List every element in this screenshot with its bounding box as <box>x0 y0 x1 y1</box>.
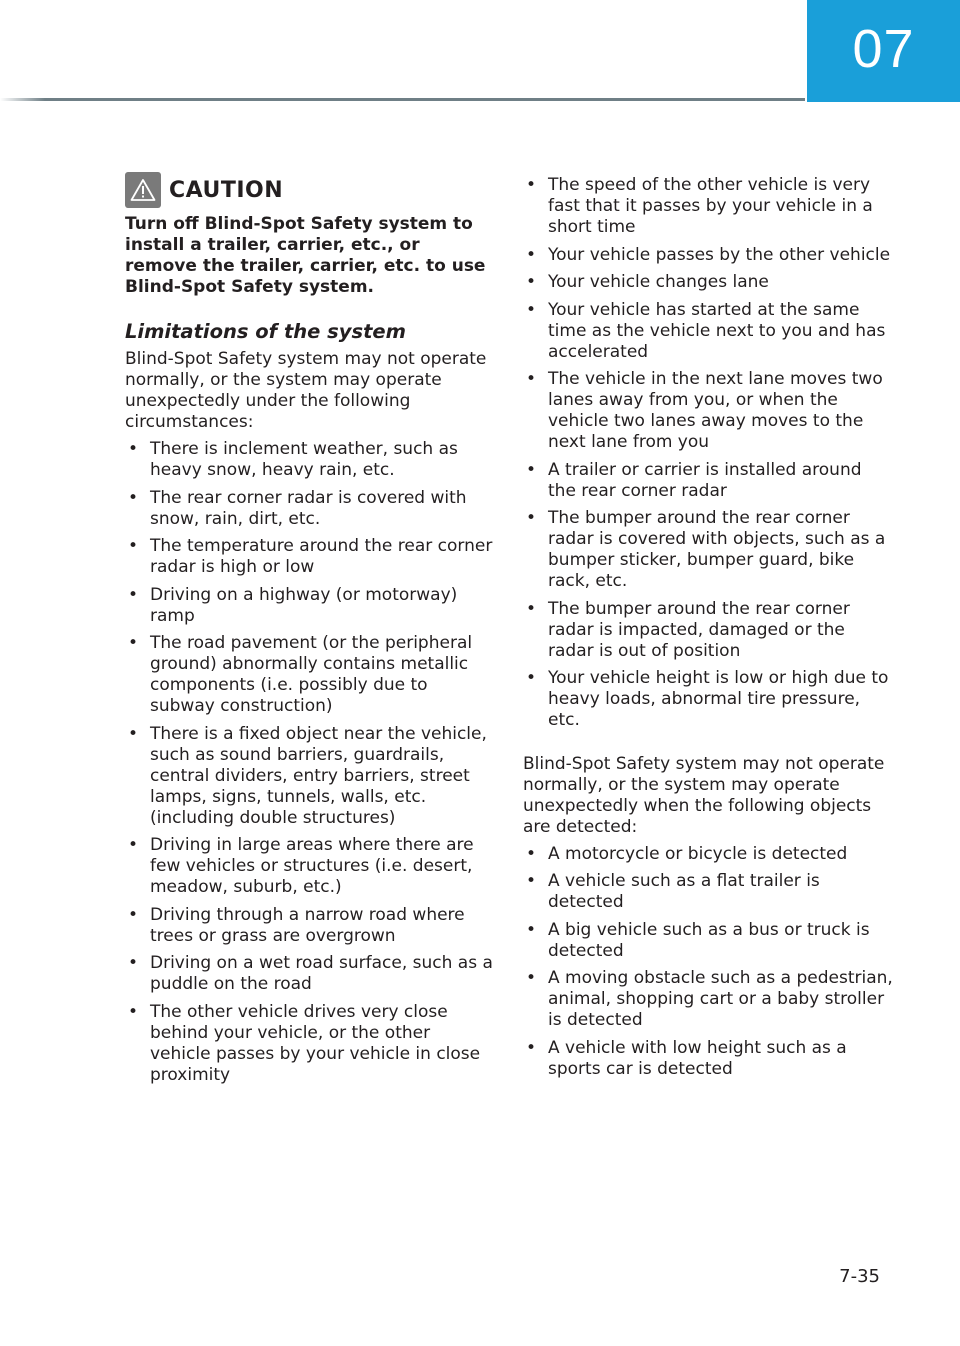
list-item: • A vehicle with low height such as a sports car is detected <box>523 1038 893 1080</box>
list-item: • The temperature around the rear corner radar is high or low <box>125 536 495 578</box>
list-item: • The bumper around the rear corner radar is covered with objects, such as a bumper sticker, bumper guard, bike rack, etc. <box>523 508 893 592</box>
list-item: • A vehicle such as a flat trailer is detected <box>523 871 893 913</box>
list-item: • A motorcycle or bicycle is detected <box>523 844 893 865</box>
list-item: • There is inclement weather, such as heavy snow, heavy rain, etc. <box>125 439 495 481</box>
left-column <box>125 170 495 1092</box>
limitations-list-continued <box>523 175 893 731</box>
chapter-tab <box>807 0 960 102</box>
list-item: • There is a fixed object near the vehicle, such as sound barriers, guardrails, central dividers, entry barriers, street lamps, signs, tunnels, walls, etc. (including double structures) <box>125 724 495 829</box>
page-number: 7-35 <box>839 1266 880 1287</box>
list-item: • Driving in large areas where there are few vehicles or structures (i.e. desert, meadow, suburb, etc.) <box>125 835 495 898</box>
caution-header <box>125 170 495 210</box>
header-rule <box>0 98 805 101</box>
list-item: • The vehicle in the next lane moves two lanes away from you, or when the vehicle two lanes away moves to the next lane from you <box>523 369 893 453</box>
list-item: • The rear corner radar is covered with snow, rain, dirt, etc. <box>125 488 495 530</box>
detected-objects-list <box>523 844 893 1080</box>
list-item: • Your vehicle changes lane <box>523 272 893 293</box>
list-item: • The bumper around the rear corner radar is impacted, damaged or the radar is out of position <box>523 599 893 662</box>
detected-objects-intro: Blind-Spot Safety system may not operate normally, or the system may operate unexpectedly when the following objects are detected: <box>523 753 885 837</box>
chapter-number: 07 <box>852 19 915 79</box>
list-item: • A moving obstacle such as a pedestrian, animal, shopping cart or a baby stroller is detected <box>523 968 893 1031</box>
limitations-list <box>125 439 495 1086</box>
list-item: • Driving on a wet road surface, such as a puddle on the road <box>125 953 495 995</box>
list-item: • A trailer or carrier is installed around the rear corner radar <box>523 460 893 502</box>
caution-text: Turn off Blind-Spot Safety system to install a trailer, carrier, etc., or remove the trailer, carrier, etc. to use Blind-Spot Safety system. <box>125 214 486 297</box>
list-item: • The speed of the other vehicle is very fast that it passes by your vehicle in a short time <box>523 175 893 238</box>
list-item: • A big vehicle such as a bus or truck is detected <box>523 920 893 962</box>
list-item: • Your vehicle height is low or high due to heavy loads, abnormal tire pressure, etc. <box>523 668 893 731</box>
right-column <box>523 175 893 1086</box>
header-rule-fade <box>0 98 45 101</box>
list-item: • Driving on a highway (or motorway) ramp <box>125 585 495 627</box>
limitations-intro: Blind-Spot Safety system may not operate normally, or the system may operate unexpectedly under the following circumstances: <box>125 349 487 432</box>
list-item: • Driving through a narrow road where trees or grass are overgrown <box>125 905 495 947</box>
section-heading: Limitations of the system <box>125 320 406 343</box>
list-item: • The road pavement (or the peripheral ground) abnormally contains metallic components (i.e. possibly due to subway construction) <box>125 633 495 717</box>
list-item: • Your vehicle passes by the other vehicle <box>523 245 893 266</box>
spacer <box>523 738 893 754</box>
list-item: • The other vehicle drives very close behind your vehicle, or the other vehicle passes by your vehicle in close proximity <box>125 1002 495 1086</box>
caution-title: CAUTION <box>169 177 284 203</box>
list-item: • Your vehicle has started at the same time as the vehicle next to you and has accelerated <box>523 300 893 363</box>
warning-icon <box>125 172 161 208</box>
